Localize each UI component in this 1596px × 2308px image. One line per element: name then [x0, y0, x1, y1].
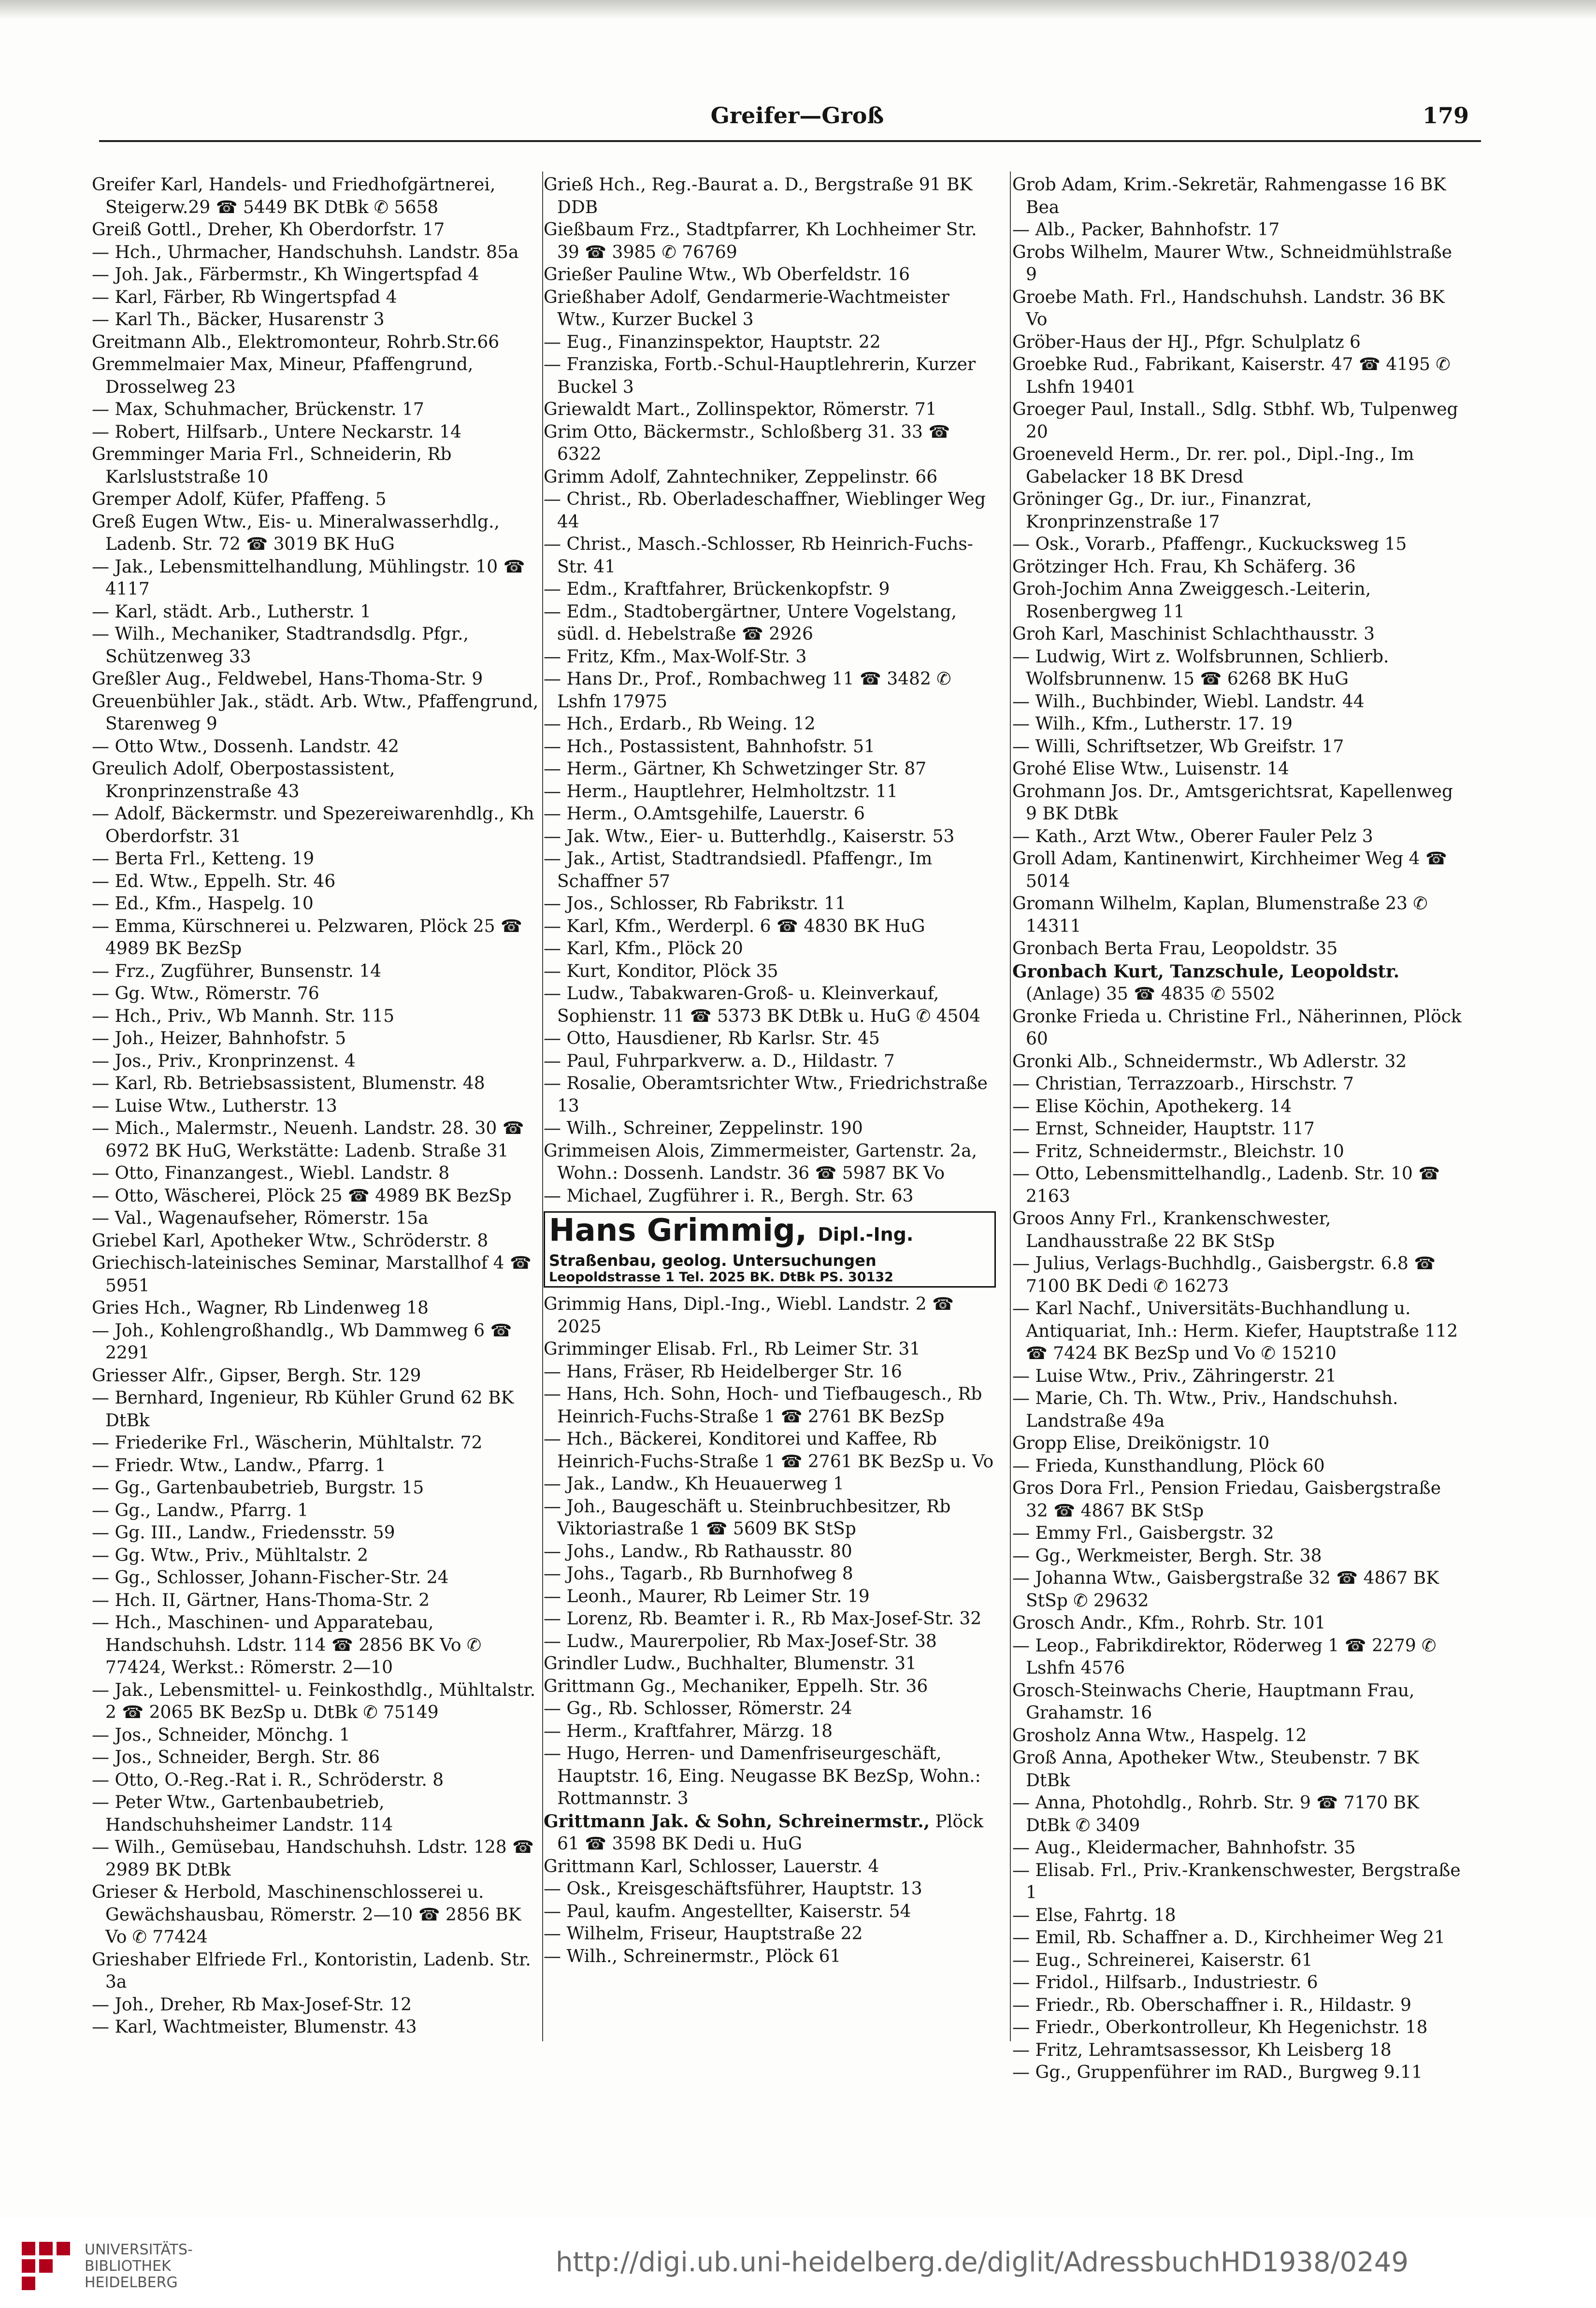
directory-entry: — Hans Dr., Prof., Rombachweg 11 ☎ 3482 ✆ Lshfn 17975	[544, 669, 951, 712]
directory-entry: Grieß Hch., Reg.-Baurat a. D., Bergstraße 91 BK DDB	[544, 175, 973, 217]
directory-entry: — Jos., Schneider, Bergh. Str. 86	[92, 1748, 380, 1767]
directory-entry: — Ludw., Maurerpolier, Rb Max-Josef-Str. 38	[544, 1631, 937, 1651]
directory-entry: — Friedr. Wtw., Landw., Pfarrg. 1	[92, 1455, 386, 1476]
directory-entry: — Herm., Hauptlehrer, Helmholtzstr. 11	[544, 781, 898, 802]
directory-entry: — Otto Wtw., Dossenh. Landstr. 42	[92, 736, 399, 757]
directory-entry: — Gg. Wtw., Römerstr. 76	[92, 984, 319, 1003]
directory-entry: — Johs., Tagarb., Rb Burnhofweg 8	[544, 1564, 853, 1584]
directory-entry: Greß Eugen Wtw., Eis- u. Mineralwasserhdlg., Ladenb. Str. 72 ☎ 3019 BK HuG	[92, 512, 500, 554]
directory-entry: — Jak., Artist, Stadtrandsiedl. Pfaffengr., Im Schaffner 57	[544, 849, 933, 891]
directory-entry: Gromann Wilhelm, Kaplan, Blumenstraße 23 ✆ 14311	[1012, 894, 1428, 936]
directory-entry: — Fritz, Schneidermstr., Bleichstr. 10	[1012, 1141, 1344, 1161]
directory-entry: — Alb., Packer, Bahnhofstr. 17	[1012, 220, 1280, 240]
directory-entry: — Wilh., Schreinermstr., Plöck 61	[544, 1946, 841, 1966]
directory-entry: — Ludwig, Wirt z. Wolfsbrunnen, Schlierb. Wolfsbrunnenw. 15 ☎ 6268 BK HuG	[1012, 646, 1389, 689]
directory-entry: — Emmy Frl., Gaisbergstr. 32	[1012, 1523, 1274, 1543]
directory-entry: — Jos., Schneider, Mönchg. 1	[92, 1725, 350, 1745]
directory-entry: Grindler Ludw., Buchhalter, Blumenstr. 31	[544, 1654, 917, 1674]
ad-contact: Leopoldstrasse 1 Tel. 2025 BK. DtBk PS. 30132	[549, 1270, 893, 1285]
directory-entry: — Fritz, Lehramtsassessor, Kh Leisberg 18	[1012, 2040, 1392, 2060]
directory-entry: — Gg., Landw., Pfarrg. 1	[92, 1500, 309, 1520]
directory-column-2	[544, 174, 998, 2044]
ad-name	[549, 1214, 991, 1251]
directory-entry: Groeger Paul, Install., Sdlg. Stbhf. Wb, Tulpenweg 20	[1012, 400, 1458, 442]
directory-entry: Greifer Karl, Handels- und Friedhofgärtnerei, Steigerw.29 ☎ 5449 BK DtBk ✆ 5658	[92, 175, 496, 217]
directory-entry: — Luise Wtw., Lutherstr. 13	[92, 1096, 337, 1116]
directory-entry: — Ludw., Tabakwaren-Groß- u. Kleinverkauf, Sophienstr. 11 ☎ 5373 BK DtBk u. HuG ✆ 4504	[544, 984, 981, 1026]
directory-entry: — Jak., Lebensmittel- u. Feinkosthdlg., Mühltalstr. 2 ☎ 2065 BK BezSp u. DtBk ✆ 75149	[92, 1680, 536, 1722]
directory-entry: Griesser Alfr., Gipser, Bergh. Str. 129	[92, 1365, 421, 1386]
directory-entry: — Hch., Postassistent, Bahnhofstr. 51	[544, 736, 875, 757]
ad-degree: Dipl.-Ing.	[818, 1224, 914, 1245]
directory-entry: — Leop., Fabrikdirektor, Röderweg 1 ☎ 2279 ✆ Lshfn 4576	[1012, 1635, 1437, 1678]
directory-entry: — Hch., Maschinen- und Apparatebau, Handschuhsh. Ldstr. 114 ☎ 2856 BK Vo ✆ 77424, Werkst.: Römerstr. 2—10	[92, 1613, 482, 1677]
ad-company-name: Hans Grimmig,	[549, 1213, 818, 1248]
directory-entry: — Gg., Rb. Schlosser, Römerstr. 24	[544, 1699, 852, 1719]
directory-entry: — Else, Fahrtg. 18	[1012, 1905, 1176, 1925]
directory-entry: Grötzinger Hch. Frau, Kh Schäferg. 36	[1012, 557, 1356, 577]
directory-entry: Groh-Jochim Anna Zweiggesch.-Leiterin, Rosenbergweg 11	[1012, 579, 1371, 622]
directory-entry: Grieshaber Elfriede Frl., Kontoristin, Ladenb. Str. 3a	[92, 1950, 531, 1992]
directory-entry: Grießhaber Adolf, Gendarmerie-Wachtmeister Wtw., Kurzer Buckel 3	[544, 287, 949, 330]
directory-entry: — Karl, Rb. Betriebsassistent, Blumenstr. 48	[92, 1074, 485, 1093]
directory-entry: — Christ., Rb. Oberladeschaffner, Wieblinger Weg 44	[544, 489, 986, 532]
directory-entry: — Fridol., Hilfsarb., Industriestr. 6	[1012, 1973, 1318, 1993]
directory-entry: — Hans, Fräser, Rb Heidelberger Str. 16	[544, 1362, 902, 1382]
directory-entry: — Jos., Schlosser, Rb Fabrikstr. 11	[544, 894, 847, 914]
directory-entry: — Otto, Hausdiener, Rb Karlsr. Str. 45	[544, 1029, 880, 1048]
directory-entry: Greßler Aug., Feldwebel, Hans-Thoma-Str. 9	[92, 669, 483, 689]
page-number: 179	[1422, 102, 1469, 129]
directory-entry: — Friedr., Rb. Oberschaffner i. R., Hildastr. 9	[1012, 1995, 1411, 2015]
directory-entry: Grohmann Jos. Dr., Amtsgerichtsrat, Kapellenweg 9 BK DtBk	[1012, 781, 1453, 824]
directory-entry: — Wilh., Gemüsebau, Handschuhsh. Ldstr. 128 ☎ 2989 BK DtBk	[92, 1837, 534, 1880]
directory-entry: Greiß Gottl., Dreher, Kh Oberdorfstr. 17	[92, 220, 445, 240]
directory-entry: Gries Hch., Wagner, Rb Lindenweg 18	[92, 1298, 429, 1318]
directory-entry: — Emil, Rb. Schaffner a. D., Kirchheimer Weg 21	[1012, 1928, 1445, 1948]
directory-entry: — Wilh., Buchbinder, Wiebl. Landstr. 44	[1012, 691, 1365, 712]
directory-entry: — Karl Th., Bäcker, Husarenstr 3	[92, 310, 385, 330]
directory-entry: Grob Adam, Krim.-Sekretär, Rahmengasse 16 BK Bea	[1012, 175, 1446, 217]
directory-entry: — Max, Schuhmacher, Brückenstr. 17	[92, 400, 424, 419]
directory-entry: — Anna, Photohdlg., Rohrb. Str. 9 ☎ 7170 BK DtBk ✆ 3409	[1012, 1793, 1419, 1835]
directory-entry: — Christ., Masch.-Schlosser, Rb Heinrich-Fuchs-Str. 41	[544, 534, 973, 577]
directory-entry: Grohé Elise Wtw., Luisenstr. 14	[1012, 759, 1289, 779]
directory-entry: Gröber-Haus der HJ., Pfgr. Schulplatz 6	[1012, 332, 1361, 352]
library-footer	[0, 2218, 1596, 2308]
directory-entry: — Lorenz, Rb. Beamter i. R., Rb Max-Josef-Str. 32	[544, 1609, 982, 1629]
advertisement-box	[544, 1211, 996, 1288]
directory-entry: — Jak. Wtw., Eier- u. Butterhdlg., Kaiserstr. 53	[544, 826, 955, 846]
directory-entry: — Wilh., Schreiner, Zeppelinstr. 190	[544, 1118, 863, 1138]
directory-entry: Greitmann Alb., Elektromonteur, Rohrb.Str.66	[92, 332, 500, 352]
directory-entry: — Karl Nachf., Universitäts-Buchhandlung u. Antiquariat, Inh.: Herm. Kiefer, Hauptstraße 112 ☎ 7424 BK BezSp und Vo ✆ 15210	[1012, 1299, 1458, 1363]
directory-entry: — Wilh., Kfm., Lutherstr. 17. 19	[1012, 714, 1293, 734]
directory-entry: Gronbach Berta Frau, Leopoldstr. 35	[1012, 939, 1338, 959]
directory-entry: — Edm., Kraftfahrer, Brückenkopfstr. 9	[544, 579, 890, 599]
directory-entry: — Peter Wtw., Gartenbaubetrieb, Handschuhsheimer Landstr. 114	[92, 1792, 393, 1835]
directory-entry: Groos Anny Frl., Krankenschwester, Landhausstraße 22 BK StSp	[1012, 1209, 1331, 1251]
directory-entry: Grittmann Karl, Schlosser, Lauerstr. 4	[544, 1856, 879, 1877]
directory-entry: — Rosalie, Oberamtsrichter Wtw., Friedrichstraße 13	[544, 1074, 988, 1116]
directory-entry: — Karl, städt. Arb., Lutherstr. 1	[92, 602, 372, 622]
directory-entry: Gremmelmaier Max, Mineur, Pfaffengrund, Drosselweg 23	[92, 355, 474, 397]
directory-entry: — Wilh., Mechaniker, Stadtrandsdlg. Pfgr., Schützenweg 33	[92, 624, 469, 667]
directory-entry: — Franziska, Fortb.-Schul-Hauptlehrerin, Kurzer Buckel 3	[544, 355, 976, 397]
directory-entry: Groll Adam, Kantinenwirt, Kirchheimer Weg 4 ☎ 5014	[1012, 849, 1447, 891]
directory-entry: Griebel Karl, Apotheker Wtw., Schröderstr. 8	[92, 1231, 489, 1251]
library-name-line: UNIVERSITÄTS-	[85, 2241, 193, 2258]
directory-entry: Griechisch-lateinisches Seminar, Marstallhof 4 ☎ 5951	[92, 1253, 532, 1296]
directory-entry: — Joh. Jak., Färbermstr., Kh Wingertspfad 4	[92, 265, 479, 285]
directory-entry: — Otto, Finanzangest., Wiebl. Landstr. 8	[92, 1163, 450, 1183]
directory-entry: Grittmann Jak. & Sohn, Schreinermstr., Plöck 61 ☎ 3598 BK Dedi u. HuG	[544, 1811, 984, 1854]
directory-entry: — Frz., Zugführer, Bunsenstr. 14	[92, 961, 382, 981]
directory-entry: — Val., Wagenaufseher, Römerstr. 15a	[92, 1208, 429, 1228]
directory-entry: Greuenbühler Jak., städt. Arb. Wtw., Pfaffengrund, Starenweg 9	[92, 691, 539, 734]
directory-entry: Groh Karl, Maschinist Schlachthausstr. 3	[1012, 624, 1375, 644]
library-name	[85, 2242, 193, 2291]
directory-entry: — Joh., Kohlengroßhandlg., Wb Dammweg 6 ☎ 2291	[92, 1320, 512, 1363]
directory-entry: — Otto, O.-Reg.-Rat i. R., Schröderstr. 8	[92, 1770, 444, 1790]
directory-entry: — Hugo, Herren- und Damenfriseurgeschäft, Hauptstr. 16, Eing. Neugasse BK BezSp, Wohn.: Rottmannstr. 3	[544, 1744, 981, 1808]
directory-entry: — Karl, Wachtmeister, Blumenstr. 43	[92, 2017, 417, 2037]
directory-entry: Groebke Rud., Fabrikant, Kaiserstr. 47 ☎ 4195 ✆ Lshfn 19401	[1012, 355, 1451, 397]
directory-entry: — Julius, Verlags-Buchhdlg., Gaisbergstr. 6.8 ☎ 7100 BK Dedi ✆ 16273	[1012, 1254, 1436, 1296]
directory-entry: — Ed., Kfm., Haspelg. 10	[92, 894, 314, 914]
directory-entry: Grittmann Gg., Mechaniker, Eppelh. Str. 36	[544, 1676, 928, 1696]
source-url[interactable]: http://digi.ub.uni-heidelberg.de/diglit/AdressbuchHD1938/0249	[556, 2247, 1409, 2278]
library-name-line: HEIDELBERG	[85, 2274, 178, 2291]
directory-entry: Groß Anna, Apotheker Wtw., Steubenstr. 7 BK DtBk	[1012, 1748, 1419, 1791]
directory-entry: — Gg., Schlosser, Johann-Fischer-Str. 24	[92, 1568, 449, 1588]
directory-entry: — Johs., Landw., Rb Rathausstr. 80	[544, 1541, 852, 1562]
directory-entry: — Joh., Dreher, Rb Max-Josef-Str. 12	[92, 1994, 412, 2015]
directory-entry: Grosholz Anna Wtw., Haspelg. 12	[1012, 1725, 1307, 1746]
directory-entry: — Karl, Kfm., Werderpl. 6 ☎ 4830 BK HuG	[544, 916, 925, 936]
directory-entry: — Frieda, Kunsthandlung, Plöck 60	[1012, 1456, 1325, 1476]
directory-entry: — Leonh., Maurer, Rb Leimer Str. 19	[544, 1586, 870, 1606]
directory-entry: Gremper Adolf, Küfer, Pfaffeng. 5	[92, 489, 387, 509]
directory-entry: — Ernst, Schneider, Hauptstr. 117	[1012, 1119, 1315, 1139]
directory-entry: — Karl, Färber, Rb Wingertspfad 4	[92, 287, 397, 307]
directory-entry: — Gg., Gruppenführer im RAD., Burgweg 9.11	[1012, 2063, 1423, 2082]
page-header-title: Greifer—Groß	[710, 102, 884, 129]
directory-column-1	[92, 174, 546, 2044]
directory-entry: — Friederike Frl., Wäscherin, Mühltalstr. 72	[92, 1433, 483, 1453]
directory-entry: Gronki Alb., Schneidermstr., Wb Adlerstr. 32	[1012, 1051, 1407, 1072]
directory-entry: — Gg. Wtw., Priv., Mühltalstr. 2	[92, 1545, 368, 1565]
header-rule	[99, 140, 1481, 142]
directory-entry: Grim Otto, Bäckermstr., Schloßberg 31. 33 ☎ 6322	[544, 422, 950, 464]
directory-entry: Gronbach Kurt, Tanzschule, Leopoldstr. (Anlage) 35 ☎ 4835 ✆ 5502	[1012, 961, 1400, 1004]
directory-entry: — Jak., Lebensmittelhandlung, Mühlingstr. 10 ☎ 4117	[92, 557, 525, 599]
directory-entry: Grieser & Herbold, Maschinenschlosserei u. Gewächshausbau, Römerstr. 2—10 ☎ 2856 BK Vo ✆ 77424	[92, 1882, 521, 1947]
directory-entry: — Elisab. Frl., Priv.-Krankenschwester, Bergstraße 1	[1012, 1860, 1461, 1903]
directory-entry: Greulich Adolf, Oberpostassistent, Kronprinzenstraße 43	[92, 759, 395, 802]
directory-entry: — Hch., Uhrmacher, Handschuhsh. Landstr. 85a	[92, 242, 519, 262]
directory-entry: — Herm., Gärtner, Kh Schwetzinger Str. 87	[544, 759, 927, 779]
directory-entry: Groeneveld Herm., Dr. rer. pol., Dipl.-Ing., Im Gabelacker 18 BK Dresd	[1012, 444, 1414, 487]
directory-entry: — Hch., Priv., Wb Mannh. Str. 115	[92, 1006, 395, 1026]
directory-entry: — Karl, Kfm., Plöck 20	[544, 939, 743, 959]
directory-entry: — Otto, Wäscherei, Plöck 25 ☎ 4989 BK BezSp	[92, 1186, 512, 1206]
directory-entry: — Emma, Kürschnerei u. Pelzwaren, Plöck 25 ☎ 4989 BK BezSp	[92, 916, 522, 959]
directory-entry: Gros Dora Frl., Pension Friedau, Gaisbergstraße 32 ☎ 4867 BK StSp	[1012, 1478, 1441, 1521]
directory-entry: — Elise Köchin, Apothekerg. 14	[1012, 1096, 1292, 1117]
directory-entry: — Luise Wtw., Priv., Zähringerstr. 21	[1012, 1366, 1337, 1386]
directory-entry: — Osk., Kreisgeschäftsführer, Hauptstr. 13	[544, 1879, 922, 1899]
directory-entry: — Jos., Priv., Kronprinzenst. 4	[92, 1051, 356, 1071]
directory-entry: — Hch. II, Gärtner, Hans-Thoma-Str. 2	[92, 1590, 430, 1610]
directory-entry: — Hch., Bäckerei, Konditorei und Kaffee, Rb Heinrich-Fuchs-Straße 1 ☎ 2761 BK BezSp u. Vo	[544, 1429, 994, 1472]
directory-entry: — Hans, Hch. Sohn, Hoch- und Tiefbaugesch., Rb Heinrich-Fuchs-Straße 1 ☎ 2761 BK BezSp	[544, 1384, 982, 1427]
directory-entry: — Johanna Wtw., Gaisbergstraße 32 ☎ 4867 BK StSp ✆ 29632	[1012, 1568, 1439, 1611]
directory-entry: — Eug., Finanzinspektor, Hauptstr. 22	[544, 332, 881, 352]
directory-entry: Grimmig Hans, Dipl.-Ing., Wiebl. Landstr. 2 ☎ 2025	[544, 1294, 954, 1337]
directory-entry: — Fritz, Kfm., Max-Wolf-Str. 3	[544, 646, 807, 667]
directory-entry: — Joh., Heizer, Bahnhofstr. 5	[92, 1029, 346, 1048]
directory-entry: Grimminger Elisab. Frl., Rb Leimer Str. 31	[544, 1339, 921, 1359]
directory-entry: Groebe Math. Frl., Handschuhsh. Landstr. 36 BK Vo	[1012, 287, 1445, 330]
directory-entry: — Gg., Gartenbaubetrieb, Burgstr. 15	[92, 1478, 424, 1498]
directory-entry: — Mich., Malermstr., Neuenh. Landstr. 28. 30 ☎ 6972 BK HuG, Werkstätte: Ladenb. Straße 31	[92, 1118, 524, 1161]
directory-entry: — Joh., Baugeschäft u. Steinbruchbesitzer, Rb Viktoriastraße 1 ☎ 5609 BK StSp	[544, 1496, 951, 1539]
directory-entry: — Robert, Hilfsarb., Untere Neckarstr. 14	[92, 422, 461, 442]
directory-entry: Grobs Wilhelm, Maurer Wtw., Schneidmühlstraße 9	[1012, 242, 1452, 285]
directory-entry: — Edm., Stadtobergärtner, Untere Vogelstang, südl. d. Hebelstraße ☎ 2926	[544, 602, 957, 644]
directory-entry: — Osk., Vorarb., Pfaffengr., Kuckucksweg 15	[1012, 534, 1407, 554]
directory-entry: Gronke Frieda u. Christine Frl., Näherinnen, Plöck 60	[1012, 1006, 1462, 1049]
directory-entry: — Bernhard, Ingenieur, Rb Kühler Grund 62 BK DtBk	[92, 1388, 514, 1431]
directory-entry: — Paul, kaufm. Angestellter, Kaiserstr. 54	[544, 1901, 911, 1921]
directory-entry: — Wilhelm, Friseur, Hauptstraße 22	[544, 1924, 863, 1944]
directory-entry: — Otto, Lebensmittelhandlg., Ladenb. Str. 10 ☎ 2163	[1012, 1164, 1440, 1206]
directory-entry: Grießer Pauline Wtw., Wb Oberfeldstr. 16	[544, 265, 910, 285]
directory-entry: Griewaldt Mart., Zollinspektor, Römerstr. 71	[544, 400, 937, 419]
directory-entry: — Kurt, Konditor, Plöck 35	[544, 961, 778, 981]
directory-entry: — Christian, Terrazzoarb., Hirschstr. 7	[1012, 1074, 1354, 1094]
directory-entry: Gremminger Maria Frl., Schneiderin, Rb Karlsluststraße 10	[92, 444, 452, 487]
directory-entry: — Ed. Wtw., Eppelh. Str. 46	[92, 871, 336, 891]
directory-entry: Gröninger Gg., Dr. iur., Finanzrat, Kronprinzenstraße 17	[1012, 489, 1312, 532]
directory-entry: — Michael, Zugführer i. R., Bergh. Str. 63	[544, 1186, 914, 1206]
directory-entry: — Friedr., Oberkontrolleur, Kh Hegenichstr. 18	[1012, 2018, 1428, 2037]
directory-entry: — Hch., Erdarb., Rb Weing. 12	[544, 714, 816, 734]
directory-entry: — Kath., Arzt Wtw., Oberer Fauler Pelz 3	[1012, 826, 1373, 846]
directory-entry: — Adolf, Bäckermstr. und Spezereiwarenhdlg., Kh Oberdorfstr. 31	[92, 804, 534, 846]
ad-subtitle: Straßenbau, geolog. Untersuchungen	[549, 1251, 877, 1270]
directory-entry: Grimmeisen Alois, Zimmermeister, Gartenstr. 2a, Wohn.: Dossenh. Landstr. 36 ☎ 5987 BK Vo	[544, 1141, 977, 1183]
directory-entry: Grosch-Steinwachs Cherie, Hauptmann Frau, Grahamstr. 16	[1012, 1680, 1415, 1723]
directory-entry: — Jak., Landw., Kh Heuauerweg 1	[544, 1474, 845, 1494]
directory-entry: Grimm Adolf, Zahntechniker, Zeppelinstr. 66	[544, 467, 938, 487]
directory-entry: — Paul, Fuhrparkverw. a. D., Hildastr. 7	[544, 1051, 895, 1071]
directory-entry: Grosch Andr., Kfm., Rohrb. Str. 101	[1012, 1613, 1326, 1633]
scan-edge	[0, 0, 1596, 19]
directory-entry: Gropp Elise, Dreikönigstr. 10	[1012, 1434, 1270, 1453]
directory-entry: — Willi, Schriftsetzer, Wb Greifstr. 17	[1012, 736, 1344, 757]
library-name-line: BIBLIOTHEK	[85, 2258, 171, 2275]
directory-column-3	[1012, 174, 1467, 2082]
directory-entry: — Berta Frl., Ketteng. 19	[92, 849, 315, 869]
column-divider	[1010, 172, 1011, 2041]
directory-entry: — Herm., Kraftfahrer, Märzg. 18	[544, 1721, 833, 1741]
directory-entry: — Gg., Werkmeister, Bergh. Str. 38	[1012, 1546, 1322, 1566]
directory-entry: — Eug., Schreinerei, Kaiserstr. 61	[1012, 1950, 1313, 1970]
directory-entry: — Herm., O.Amtsgehilfe, Lauerstr. 6	[544, 804, 865, 824]
directory-entry: — Aug., Kleidermacher, Bahnhofstr. 35	[1012, 1838, 1356, 1858]
directory-entry: — Marie, Ch. Th. Wtw., Priv., Handschuhsh. Landstraße 49a	[1012, 1389, 1398, 1431]
university-library-logo	[17, 2237, 75, 2290]
directory-entry: — Gg. III., Landw., Friedensstr. 59	[92, 1523, 395, 1543]
directory-entry: Gießbaum Frz., Stadtpfarrer, Kh Lochheimer Str. 39 ☎ 3985 ✆ 76769	[544, 220, 977, 262]
